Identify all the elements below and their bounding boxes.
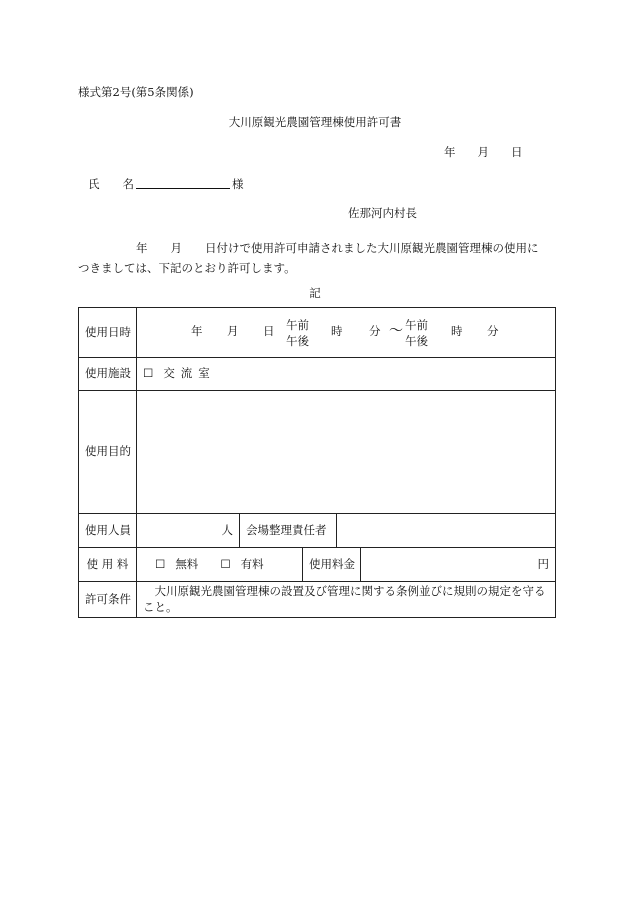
facility-row xyxy=(79,358,556,391)
fee-cell xyxy=(137,548,556,582)
issue-date-line xyxy=(444,147,523,159)
dt-month: 月 xyxy=(227,324,239,338)
people-row xyxy=(79,514,556,548)
purpose-label: 使用目的 xyxy=(79,391,137,514)
people-cell xyxy=(137,514,556,548)
dt-tilde: 〜 xyxy=(389,323,403,339)
recipient-line xyxy=(88,177,244,191)
fee-label: 使 用 料 xyxy=(79,548,137,582)
dt-am-end: 午前 xyxy=(405,318,428,332)
body-line-2: つきましては、下記のとおり許可します。 xyxy=(78,261,296,275)
document-title: 大川原観光農園管理棟使用許可書 xyxy=(228,115,402,129)
facility-cell xyxy=(137,358,556,391)
fee-amount-cell[interactable] xyxy=(360,548,555,581)
dt-day: 日 xyxy=(263,324,275,338)
conditions-row xyxy=(79,582,556,618)
dt-hour-end: 時 xyxy=(451,324,463,338)
datetime-label: 使用日時 xyxy=(79,308,137,358)
facility-checkbox[interactable]: ☐ xyxy=(143,366,154,381)
body-paragraph xyxy=(78,238,558,278)
people-label: 使用人員 xyxy=(79,514,137,548)
dt-pm-start: 午後 xyxy=(286,333,309,348)
facility-value: 交流室 xyxy=(163,366,216,381)
day-label: 日 xyxy=(511,145,523,159)
free-label: 無料 xyxy=(175,556,199,571)
dt-ampm-end xyxy=(405,318,428,349)
conditions-text: 大川原観光農園管理棟の設置及び管理に関する条例並びに規則の規定を守ること。 xyxy=(137,582,556,618)
ki-heading: 記 xyxy=(309,286,321,300)
name-label: 氏 名 xyxy=(88,177,134,191)
people-unit: 人 xyxy=(221,522,233,537)
dt-pm-end: 午後 xyxy=(405,333,428,348)
month-label: 月 xyxy=(477,145,489,159)
name-blank xyxy=(136,177,230,189)
datetime-row xyxy=(79,308,556,358)
conditions-label: 許可条件 xyxy=(79,582,137,618)
paid-label: 有料 xyxy=(240,556,264,571)
fee-amount-label: 使用料金 xyxy=(302,548,360,581)
issuer-name: 佐那河内村長 xyxy=(348,206,417,220)
purpose-value[interactable] xyxy=(137,391,556,514)
dt-am-start: 午前 xyxy=(286,318,309,332)
fee-options-cell xyxy=(137,548,302,581)
dt-hour-start: 時 xyxy=(331,324,343,338)
dt-year: 年 xyxy=(191,324,203,338)
people-count-cell[interactable] xyxy=(137,514,239,547)
manager-value[interactable] xyxy=(336,514,555,547)
datetime-cell xyxy=(137,308,556,358)
fee-row xyxy=(79,548,556,582)
form-number-label: 様式第2号(第5条関係) xyxy=(78,85,194,99)
dt-minute-start: 分 xyxy=(369,324,381,338)
dt-minute-end: 分 xyxy=(487,324,499,338)
free-checkbox[interactable]: ☐ xyxy=(155,556,166,571)
year-label: 年 xyxy=(444,145,456,159)
paid-checkbox[interactable]: ☐ xyxy=(220,556,231,571)
currency-label: 円 xyxy=(537,556,549,571)
purpose-row xyxy=(79,391,556,514)
honorific-label: 様 xyxy=(232,177,244,191)
permit-table xyxy=(78,307,556,618)
manager-label: 会場整理責任者 xyxy=(239,514,336,547)
dt-ampm-start xyxy=(286,318,309,349)
body-line-1: 年 月 日付けで使用許可申請されました大川原観光農園管理棟の使用に xyxy=(136,241,539,255)
facility-label: 使用施設 xyxy=(79,358,137,391)
